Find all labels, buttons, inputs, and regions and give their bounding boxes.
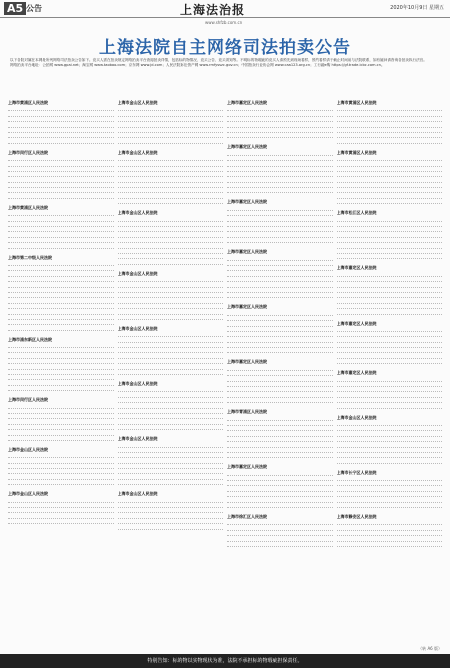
notice-court-title: 上海市黄浦区人民法院 xyxy=(336,149,377,155)
page-title: 上海法院自主网络司法拍卖公告 xyxy=(99,38,351,58)
notice-court-title: 上海市金山区人民法院 xyxy=(117,149,158,155)
continued-note: （转 A6 版） xyxy=(418,646,442,651)
notice-text-line xyxy=(227,133,333,138)
auction-notice xyxy=(227,144,333,193)
notice-text-line xyxy=(118,480,224,485)
notice-court-title: 上海市嘉定区人民法院 xyxy=(227,304,267,310)
notice-court-title: 上海市嘉定区人民法院 xyxy=(336,370,377,376)
notice-text-line xyxy=(337,503,443,508)
auction-notice xyxy=(227,249,333,298)
notice-court-title: 上海市闵行区人民法院 xyxy=(8,149,48,155)
website-url: www.shfzb.com.cn xyxy=(205,20,243,25)
notice-text-line xyxy=(8,243,114,248)
notice-court-title: 上海市嘉定区人民法院 xyxy=(336,265,377,271)
notice-text-line xyxy=(8,436,114,441)
notice-text-line xyxy=(8,325,114,330)
auction-notice xyxy=(227,359,333,403)
notice-court-title: 上海市长宁区人民法院 xyxy=(336,469,377,475)
notice-court-title: 上海市嘉定区人民法院 xyxy=(227,199,267,205)
notice-court-title: 上海市青浦区人民法院 xyxy=(227,409,267,415)
auction-notice xyxy=(8,337,114,392)
auction-notice xyxy=(227,514,333,547)
notice-columns xyxy=(8,100,442,648)
notice-text-line xyxy=(227,453,333,458)
auction-notice xyxy=(337,210,443,259)
notice-text-line xyxy=(337,199,443,204)
notice-court-title: 上海市黄浦区人民法院 xyxy=(336,100,377,105)
notice-court-title: 上海市黄浦区人民法院 xyxy=(8,100,48,105)
intro-paragraph: 网络拍卖平台地址：公拍网 www.gpai.net；淘宝网 www.taobao.com；京东网 www.jd.com；人民法院诉讼资产网 www.rmfysszc.gov.cn；中国拍卖行业协会网 www.caa123.org.cn；工行融e购 https://gf.trade.icbc.com.cn。 xyxy=(10,63,385,68)
notice-text-line xyxy=(227,398,333,403)
auction-notice xyxy=(227,199,333,243)
notice-text-line xyxy=(337,138,443,143)
notice-court-title: 上海市第二中级人民法院 xyxy=(8,254,52,260)
notice-text-line xyxy=(227,503,333,508)
auction-notice xyxy=(118,210,224,265)
auction-notice xyxy=(337,370,443,408)
notice-text-line xyxy=(227,238,333,243)
notice-court-title: 上海市金山区人民法院 xyxy=(117,210,158,216)
auction-notice xyxy=(118,381,224,430)
notice-court-title: 上海市金山区人民法院 xyxy=(336,414,377,420)
notice-text-line xyxy=(118,370,224,375)
notice-court-title: 上海市金山区人民法院 xyxy=(8,446,48,452)
dateline: 2020年10月9日 星期五 xyxy=(390,5,444,11)
newspaper-logo: 上海法治报 xyxy=(180,3,246,17)
auction-notice xyxy=(118,326,224,375)
auction-notice xyxy=(227,464,333,508)
page-number: A5 xyxy=(4,2,26,15)
notice-court-title: 上海市松江区人民法院 xyxy=(336,210,377,216)
auction-notice xyxy=(337,321,443,365)
auction-notice xyxy=(8,491,114,524)
auction-notice xyxy=(8,150,114,199)
auction-notice xyxy=(118,100,224,144)
notice-court-title: 上海市黄浦区人民法院 xyxy=(8,204,48,210)
intro-text xyxy=(10,58,440,68)
notice-court-title: 上海市嘉定区人民法院 xyxy=(227,144,267,150)
notice-text-line xyxy=(118,199,224,204)
notice-text-line xyxy=(118,524,224,529)
notice-text-line xyxy=(8,193,114,198)
auction-notice xyxy=(8,205,114,249)
notice-court-title: 上海市徐汇区人民法院 xyxy=(227,514,267,520)
notice-court-title: 上海市金山区人民法院 xyxy=(117,491,158,497)
auction-notice xyxy=(8,100,114,144)
notice-text-line xyxy=(118,315,224,320)
intro-paragraph: 以下各院对属在本网址所列网络司法拍卖公告如下。竞买人需在拍卖规定网络拍卖平台查阅拍卖详情，包括标的物情况、竞买公告、竞买须知等。不明标的物瑕疵的竞买人请预先到现场看样，预约看样请于截止时间前与法院联系，如有疑问请咨询各拍卖执行法官。 xyxy=(10,58,427,62)
notice-court-title: 上海市嘉定区人民法院 xyxy=(227,464,267,470)
notice-court-title: 上海市嘉定区人民法院 xyxy=(336,320,377,326)
auction-notice xyxy=(227,100,333,138)
notice-text-line xyxy=(8,480,114,485)
notice-column xyxy=(8,100,114,648)
notice-text-line xyxy=(337,359,443,364)
auction-notice xyxy=(337,150,443,205)
notice-column xyxy=(227,100,333,648)
notice-text-line xyxy=(118,425,224,430)
notice-court-title: 上海市金山区人民法院 xyxy=(117,381,158,387)
notice-text-line xyxy=(227,188,333,193)
notice-text-line xyxy=(227,348,333,353)
footer-notice: 特别告知：标的物以实物现状为准，法院不承担标的物瑕疵担保责任。 xyxy=(0,654,450,668)
notice-court-title: 上海市嘉定区人民法院 xyxy=(227,249,267,255)
notice-column xyxy=(337,100,443,648)
auction-notice xyxy=(337,415,443,464)
auction-notice xyxy=(118,436,224,485)
notice-text-line xyxy=(227,293,333,298)
notice-text-line xyxy=(337,309,443,314)
section-label: 公告 xyxy=(26,4,42,13)
notice-text-line xyxy=(337,403,443,408)
masthead xyxy=(0,0,450,18)
auction-notice xyxy=(8,447,114,485)
notice-text-line xyxy=(337,254,443,259)
notice-court-title: 上海市金山区人民法院 xyxy=(117,100,158,105)
auction-notice xyxy=(8,397,114,441)
auction-notice xyxy=(337,100,443,144)
auction-notice xyxy=(337,265,443,314)
auction-notice xyxy=(227,409,333,458)
notice-court-title: 上海市金山区人民法院 xyxy=(117,436,158,442)
notice-court-title: 上海市闵行区人民法院 xyxy=(8,397,48,403)
notice-text-line xyxy=(8,519,114,524)
notice-text-line xyxy=(118,138,224,143)
auction-notice xyxy=(337,514,443,547)
notice-court-title: 上海市浦东新区人民法院 xyxy=(8,336,52,342)
notice-court-title: 上海市金山区人民法院 xyxy=(8,491,48,497)
notice-court-title: 上海市金山区人民法院 xyxy=(117,325,158,331)
notice-court-title: 上海市嘉定区人民法院 xyxy=(227,359,267,365)
notice-court-title: 上海市嘉定区人民法院 xyxy=(227,100,267,105)
auction-notice xyxy=(118,491,224,529)
notice-text-line xyxy=(227,542,333,547)
auction-notice xyxy=(337,470,443,508)
auction-notice xyxy=(8,255,114,331)
notice-text-line xyxy=(8,386,114,391)
auction-notice xyxy=(118,271,224,320)
notice-text-line xyxy=(118,259,224,264)
notice-column xyxy=(118,100,224,648)
auction-notice xyxy=(227,304,333,353)
notice-court-title: 上海市静安区人民法院 xyxy=(336,514,377,520)
notice-text-line xyxy=(337,458,443,463)
auction-notice xyxy=(118,150,224,205)
notice-court-title: 上海市金山区人民法院 xyxy=(117,270,158,276)
notice-text-line xyxy=(337,542,443,547)
notice-text-line xyxy=(8,138,114,143)
